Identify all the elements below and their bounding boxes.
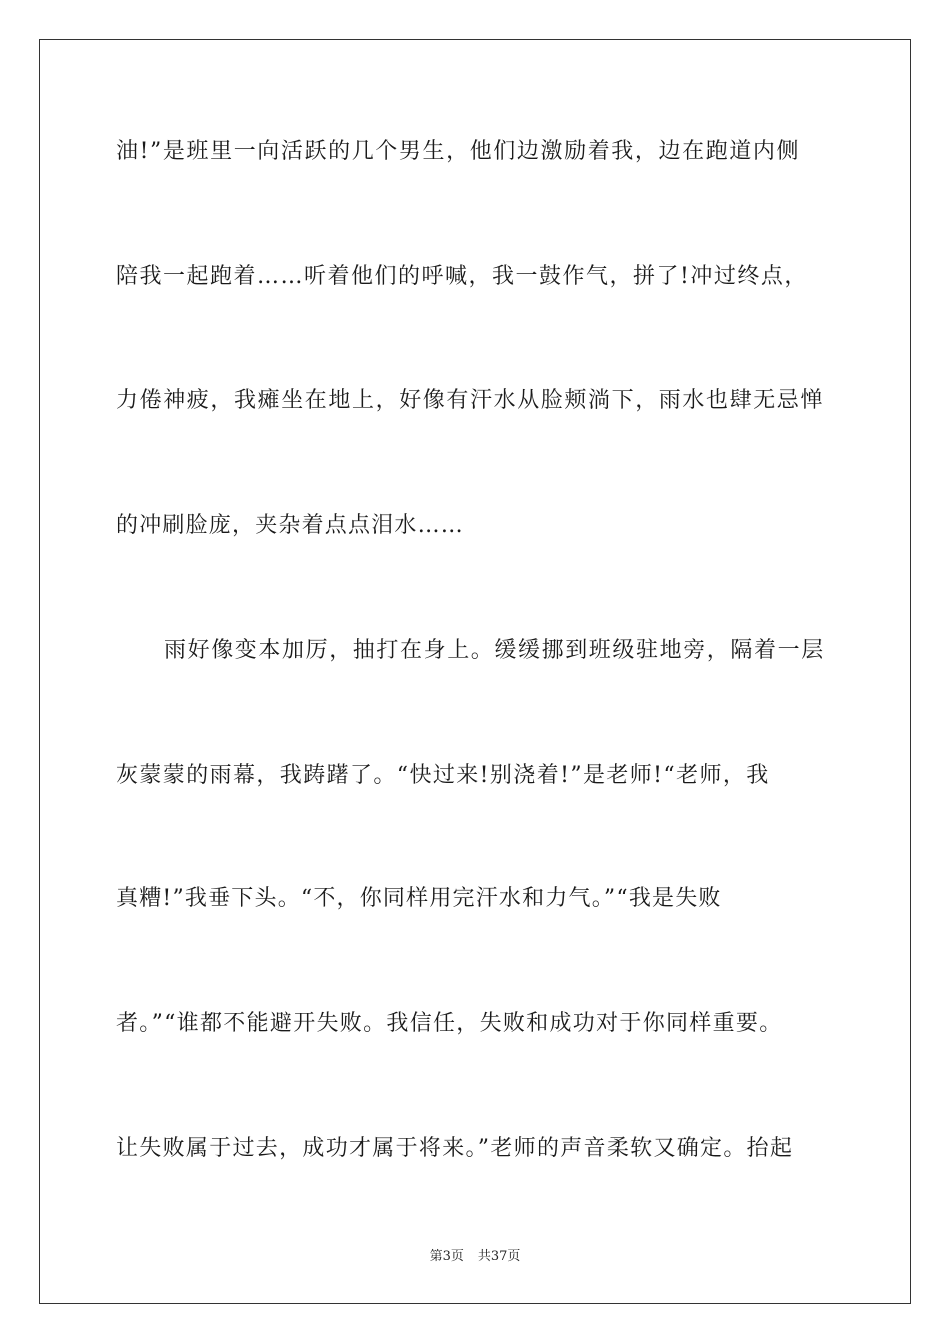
body-text-line: 油!”是班里一向活跃的几个男生，他们边激励着我，边在跑道内侧 [116, 139, 801, 164]
page-border [39, 39, 911, 1304]
body-text-line: 者。”“谁都不能避开失败。我信任，失败和成功对于你同样重要。 [116, 1011, 783, 1036]
body-text-line: 力倦神疲，我瘫坐在地上，好像有汗水从脸颊淌下，雨水也肆无忌惮 [116, 388, 825, 413]
page-footer [0, 1249, 950, 1265]
body-text-line: 陪我一起跑着……听着他们的呼喊，我一鼓作气，拼了!冲过终点， [116, 264, 808, 289]
body-text-line: 让失败属于过去，成功才属于将来。”老师的声音柔软又确定。抬起 [116, 1136, 794, 1161]
body-text-line: 灰蒙蒙的雨幕，我踌躇了。“快过来!别浇着!”是老师!“老师，我 [116, 763, 770, 788]
paragraph-first-line: 雨好像变本加厉，抽打在身上。缓缓挪到班级驻地旁，隔着一层 [164, 638, 825, 663]
body-text-line: 真糟!”我垂下头。“不，你同样用完汗水和力气。”“我是失败 [116, 886, 722, 911]
body-text-line: 的冲刷脸庞，夹杂着点点泪水…… [116, 513, 465, 538]
page-number: 第3页 [429, 1249, 464, 1264]
page-total: 共37页 [477, 1249, 521, 1264]
